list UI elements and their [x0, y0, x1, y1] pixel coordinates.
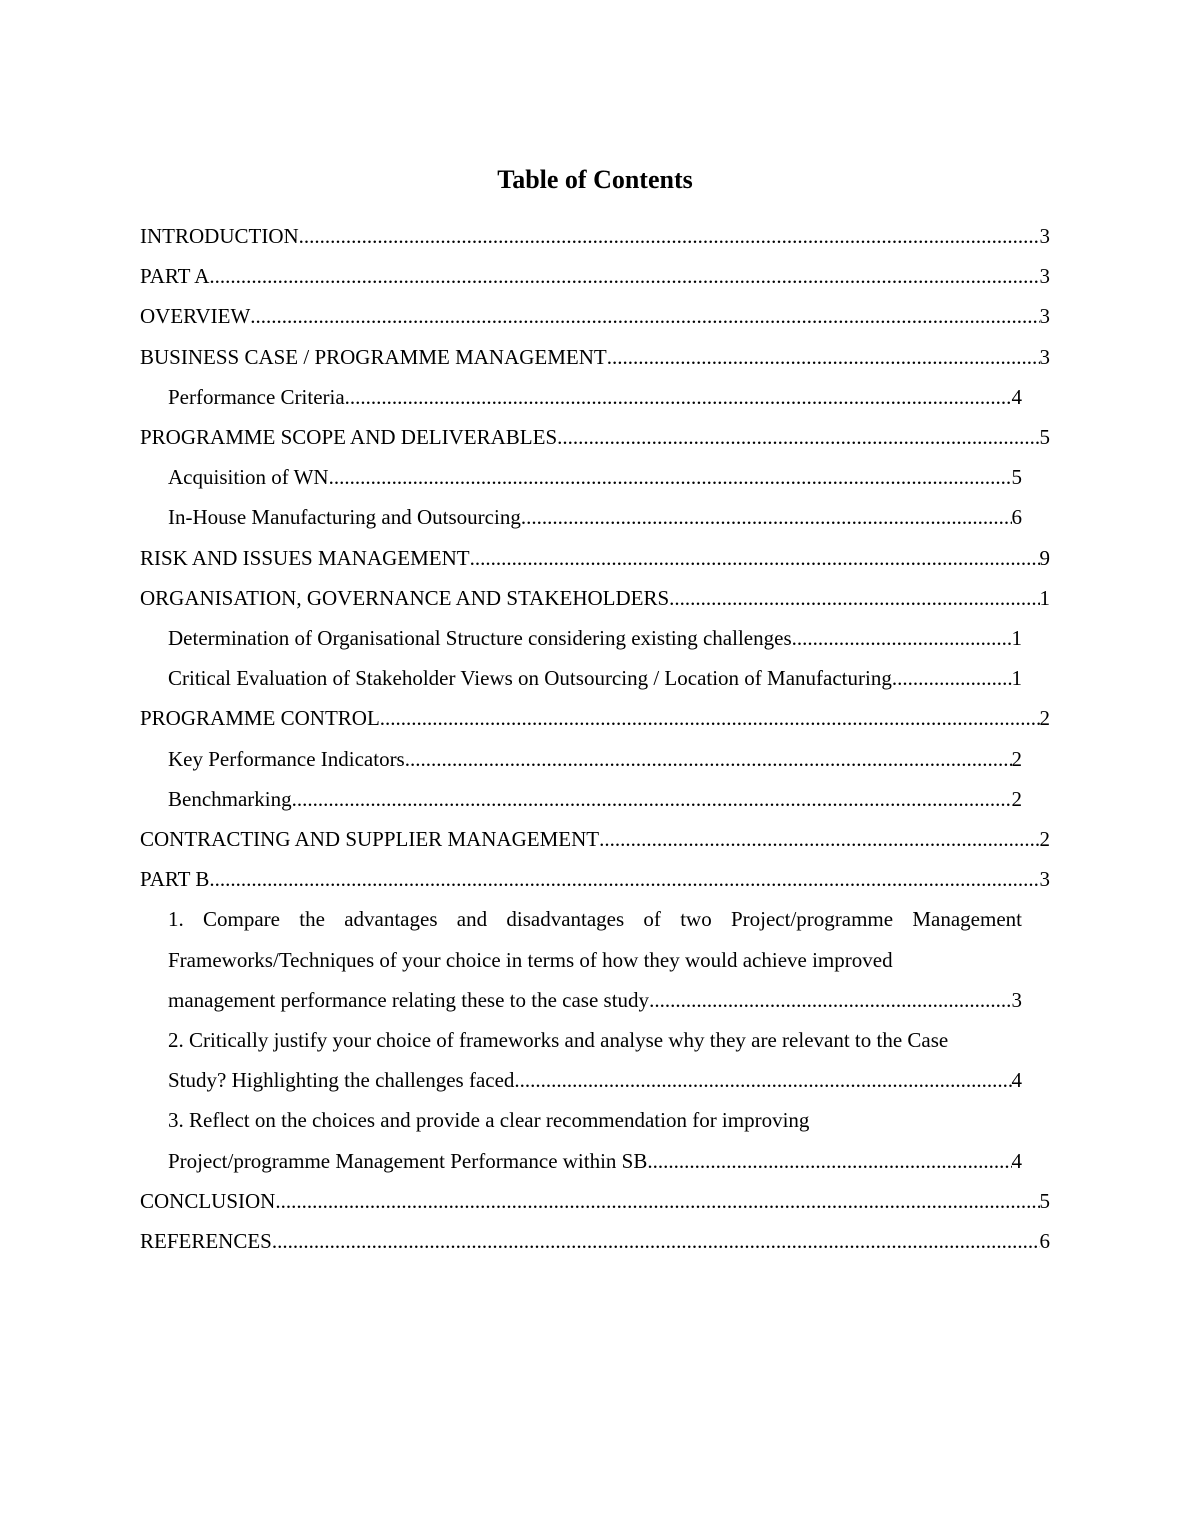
toc-entry-label: PART A [140, 256, 209, 296]
toc-entry[interactable] [168, 618, 1022, 658]
dot-leader [514, 1060, 1011, 1100]
dot-leader [892, 658, 1012, 698]
toc-entry[interactable] [140, 819, 1050, 859]
dot-leader [209, 256, 1039, 296]
toc-entry-label: In-House Manufacturing and Outsourcing [168, 497, 521, 537]
toc-entry-link[interactable] [140, 337, 1050, 377]
toc-title: Table of Contents [497, 165, 693, 194]
toc-entry-part-b-question[interactable] [168, 899, 1022, 1020]
toc-entry-link[interactable] [168, 618, 1022, 658]
toc-entry-lead-text: 3. Reflect on the choices and provide a clear recommendation for improving [168, 1108, 810, 1133]
toc-entry-label: Benchmarking [168, 779, 292, 819]
toc-entry-page-number: 3 [1040, 859, 1051, 899]
dot-leader [299, 216, 1040, 256]
toc-entry-label: PROGRAMME CONTROL [140, 698, 380, 738]
toc-entry-label: REFERENCES [140, 1221, 272, 1261]
dot-leader [209, 859, 1039, 899]
dot-leader [380, 698, 1040, 738]
toc-entry[interactable] [140, 256, 1050, 296]
toc-entry-page-number: 3 [1040, 337, 1051, 377]
dot-leader [345, 377, 1012, 417]
dot-leader [521, 497, 1012, 537]
toc-entry-page-number: 6 [1040, 1221, 1051, 1261]
toc-entry-label: Performance Criteria [168, 377, 345, 417]
toc-entry[interactable] [140, 859, 1050, 899]
toc-entry-page-number: 3 [1040, 216, 1051, 256]
toc-entry[interactable] [140, 578, 1050, 618]
toc-entry-link[interactable] [168, 658, 1022, 698]
toc-entry-page-number: 5 [1040, 417, 1051, 457]
toc-entry-label: Critical Evaluation of Stakeholder Views on Outsourcing / Location of Manufacturing [168, 658, 892, 698]
toc-entry-page-number: 2 [1012, 779, 1023, 819]
toc-entry-part-b-question[interactable] [168, 1020, 1022, 1100]
toc-entry-page-number: 4 [1012, 1141, 1023, 1181]
dot-leader [557, 417, 1039, 457]
toc-entry-link[interactable] [140, 538, 1050, 578]
toc-entry-label: Determination of Organisational Structure considering existing challenges [168, 618, 792, 658]
toc-entry[interactable] [140, 337, 1050, 377]
toc-entry-label: CONCLUSION [140, 1181, 275, 1221]
toc-entry-link[interactable] [140, 578, 1050, 618]
dot-leader [649, 980, 1011, 1020]
toc-entry[interactable] [140, 1181, 1050, 1221]
toc-entry-page-number: 1 [1012, 658, 1023, 698]
toc-entry-page-number: 4 [1012, 1060, 1023, 1100]
dot-leader [647, 1141, 1011, 1181]
toc-entry-page-number: 4 [1012, 377, 1023, 417]
toc-entry[interactable] [140, 417, 1050, 457]
toc-entry[interactable] [140, 296, 1050, 336]
toc-entry[interactable] [140, 216, 1050, 256]
dot-leader [272, 1221, 1040, 1261]
dot-leader [599, 819, 1039, 859]
toc-entry-link[interactable] [168, 377, 1022, 417]
toc-entry-label: Study? Highlighting the challenges faced [168, 1060, 514, 1100]
toc-entry-label: RISK AND ISSUES MANAGEMENT [140, 538, 470, 578]
toc-entry-label: OVERVIEW [140, 296, 250, 336]
toc-entry-link[interactable] [140, 296, 1050, 336]
toc-entry-label: Project/programme Management Performance within SB [168, 1141, 647, 1181]
toc-entry-link[interactable] [140, 1221, 1050, 1261]
toc-entry[interactable] [140, 1221, 1050, 1261]
toc-entry-link[interactable] [140, 256, 1050, 296]
toc-entry[interactable] [168, 457, 1022, 497]
toc-entry-label: management performance relating these to the case study [168, 980, 649, 1020]
toc-entry-link[interactable] [140, 698, 1050, 738]
toc-entry[interactable] [140, 698, 1050, 738]
dot-leader [669, 578, 1039, 618]
toc-entry-link[interactable] [140, 819, 1050, 859]
toc-entry-link[interactable] [168, 1141, 1022, 1181]
toc-entry-lead-text: 1. Compare the advantages and disadvantages of two Project/programme Management Frameworks/Techniques of your choice in terms of how they would achieve improved [168, 907, 1022, 972]
toc-entry-page-number: 9 [1040, 538, 1051, 578]
toc-entry-link[interactable] [168, 457, 1022, 497]
toc-entry-page-number: 3 [1040, 256, 1051, 296]
dot-leader [792, 618, 1012, 658]
dot-leader [275, 1181, 1039, 1221]
toc-entry[interactable] [168, 779, 1022, 819]
toc-entry-label: INTRODUCTION [140, 216, 299, 256]
toc-entry-link[interactable] [140, 859, 1050, 899]
toc-entry-link[interactable] [168, 739, 1022, 779]
toc-list [140, 216, 1050, 1261]
toc-entry[interactable] [168, 497, 1022, 537]
toc-entry-label: Acquisition of WN [168, 457, 329, 497]
toc-entry-page-number: 2 [1040, 698, 1051, 738]
toc-entry-label: ORGANISATION, GOVERNANCE AND STAKEHOLDERS [140, 578, 669, 618]
toc-entry-label: PART B [140, 859, 209, 899]
toc-entry-link[interactable] [140, 216, 1050, 256]
toc-entry-page-number: 2 [1040, 819, 1051, 859]
toc-entry[interactable] [168, 658, 1022, 698]
dot-leader [250, 296, 1039, 336]
toc-entry-link[interactable] [168, 779, 1022, 819]
dot-leader [607, 337, 1040, 377]
toc-entry-label: BUSINESS CASE / PROGRAMME MANAGEMENT [140, 337, 607, 377]
toc-entry[interactable] [168, 739, 1022, 779]
toc-entry-link[interactable] [140, 1181, 1050, 1221]
toc-entry-link[interactable] [168, 980, 1022, 1020]
toc-entry-page-number: 3 [1012, 980, 1023, 1020]
toc-entry-link[interactable] [168, 1060, 1022, 1100]
toc-entry-page-number: 3 [1040, 296, 1051, 336]
toc-entry-link[interactable] [140, 417, 1050, 457]
document-page [140, 160, 1050, 1261]
toc-entry-page-number: 6 [1012, 497, 1023, 537]
toc-entry-page-number: 2 [1012, 739, 1023, 779]
toc-entry-page-number: 5 [1012, 457, 1023, 497]
dot-leader [292, 779, 1012, 819]
toc-entry-label: PROGRAMME SCOPE AND DELIVERABLES [140, 417, 557, 457]
toc-entry[interactable] [168, 377, 1022, 417]
toc-entry-part-b-question[interactable] [168, 1100, 1022, 1180]
dot-leader [470, 538, 1040, 578]
toc-entry-label: Key Performance Indicators [168, 739, 405, 779]
toc-entry-page-number: 1 [1012, 618, 1023, 658]
toc-entry[interactable] [140, 538, 1050, 578]
dot-leader [405, 739, 1012, 779]
toc-entry-label: CONTRACTING AND SUPPLIER MANAGEMENT [140, 819, 599, 859]
toc-entry-link[interactable] [168, 497, 1022, 537]
toc-entry-page-number: 1 [1040, 578, 1051, 618]
dot-leader [329, 457, 1012, 497]
toc-entry-page-number: 5 [1040, 1181, 1051, 1221]
toc-entry-lead-text: 2. Critically justify your choice of frameworks and analyse why they are relevant to the Case [168, 1028, 949, 1053]
